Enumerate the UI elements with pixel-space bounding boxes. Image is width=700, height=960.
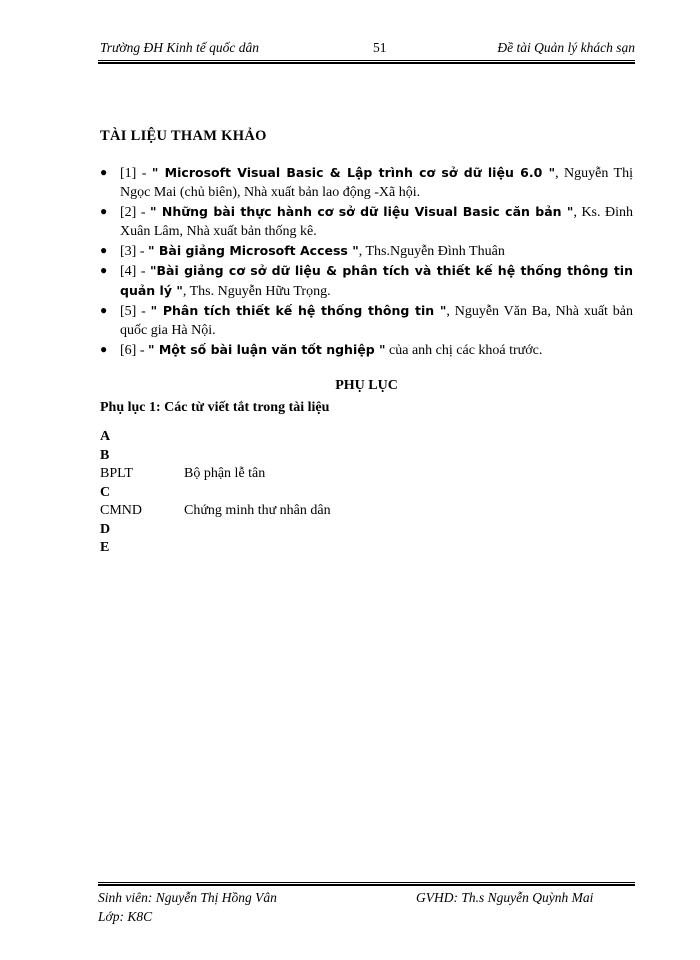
reference-number: [4] - bbox=[120, 264, 150, 279]
footer-divider bbox=[98, 882, 635, 886]
references-list bbox=[100, 163, 633, 360]
abbreviation-entry bbox=[100, 502, 633, 521]
reference-details: , Nguyễn Thị Ngọc Mai (chủ biên), Nhà xuất bản lao động -Xã hội. bbox=[120, 166, 633, 200]
reference-number: [3] - bbox=[120, 244, 148, 259]
appendix-subtitle: Phụ lục 1: Các từ viết tắt trong tài liệu bbox=[100, 400, 330, 415]
abbreviation-term: BPLT bbox=[100, 466, 133, 481]
bullet-icon: ● bbox=[100, 204, 108, 218]
reference-number: [5] - bbox=[120, 304, 151, 319]
page-number: 51 bbox=[373, 40, 387, 55]
footer-class: Lớp: K8C bbox=[98, 909, 153, 924]
letter-heading-d: D bbox=[100, 521, 111, 537]
reference-title: " Một số bài luận văn tốt nghiệp " bbox=[148, 342, 386, 357]
reference-title: "Bài giảng cơ sở dữ liệu & phân tích và thiết kế hệ thống thông tin quản lý " bbox=[120, 263, 633, 298]
page-body bbox=[100, 128, 633, 558]
reference-title: " Phân tích thiết kế hệ thống thông tin " bbox=[150, 303, 447, 318]
reference-item bbox=[100, 301, 633, 340]
header-university: Trường ĐH Kinh tế quốc dân bbox=[100, 40, 259, 55]
bullet-icon: ● bbox=[100, 342, 108, 356]
bullet-icon: ● bbox=[100, 165, 108, 179]
reference-item bbox=[100, 202, 633, 241]
footer-advisor: GVHD: Th.s Nguyễn Quỳnh Mai bbox=[416, 890, 594, 905]
abbreviation-entry bbox=[100, 465, 633, 484]
reference-details: , Ths. Nguyễn Hữu Trọng. bbox=[182, 284, 331, 299]
bullet-icon: ● bbox=[100, 303, 108, 317]
reference-title: " Những bài thực hành cơ sở dữ liệu Visual Basic căn bản " bbox=[150, 204, 574, 219]
reference-item bbox=[100, 261, 633, 301]
header-divider bbox=[98, 60, 635, 64]
reference-details: , Nguyễn Văn Ba, Nhà xuất bản quốc gia Hà Nội. bbox=[120, 304, 633, 338]
abbreviation-term: CMND bbox=[100, 503, 143, 518]
footer-student: Sinh viên: Nguyễn Thị Hồng Vân bbox=[98, 890, 277, 905]
abbreviation-list bbox=[100, 428, 633, 558]
reference-title: " Microsoft Visual Basic & Lập trình cơ sở dữ liệu 6.0 " bbox=[151, 165, 556, 180]
reference-number: [2] - bbox=[120, 205, 150, 220]
letter-heading-e: E bbox=[100, 540, 110, 555]
page-header bbox=[98, 40, 635, 60]
abbreviation-definition: Bộ phận lễ tân bbox=[184, 466, 266, 481]
letter-heading-c: C bbox=[100, 484, 111, 500]
reference-details: của anh chị các khoá trước. bbox=[385, 343, 543, 358]
abbreviation-definition: Chứng minh thư nhân dân bbox=[184, 503, 331, 518]
appendix-title: PHỤ LỤC bbox=[335, 378, 398, 393]
reference-details: , Ks. Đinh Xuân Lâm, Nhà xuất bản thống kê. bbox=[120, 205, 633, 239]
letter-heading-b: B bbox=[100, 447, 110, 463]
letter-heading-a: A bbox=[100, 429, 111, 444]
reference-item bbox=[100, 241, 633, 261]
reference-number: [1] - bbox=[120, 166, 152, 181]
bullet-icon: ● bbox=[100, 263, 108, 277]
page-footer bbox=[98, 888, 635, 926]
header-project-title: Đề tài Quản lý khách sạn bbox=[497, 40, 635, 55]
references-title: TÀI LIỆU THAM KHẢO bbox=[100, 128, 267, 144]
bullet-icon: ● bbox=[100, 243, 108, 257]
reference-details: , Ths.Nguyễn Đình Thuân bbox=[358, 244, 505, 259]
reference-item bbox=[100, 340, 633, 360]
reference-title: " Bài giảng Microsoft Access " bbox=[148, 243, 359, 258]
reference-number: [6] - bbox=[120, 343, 148, 358]
reference-item bbox=[100, 163, 633, 202]
